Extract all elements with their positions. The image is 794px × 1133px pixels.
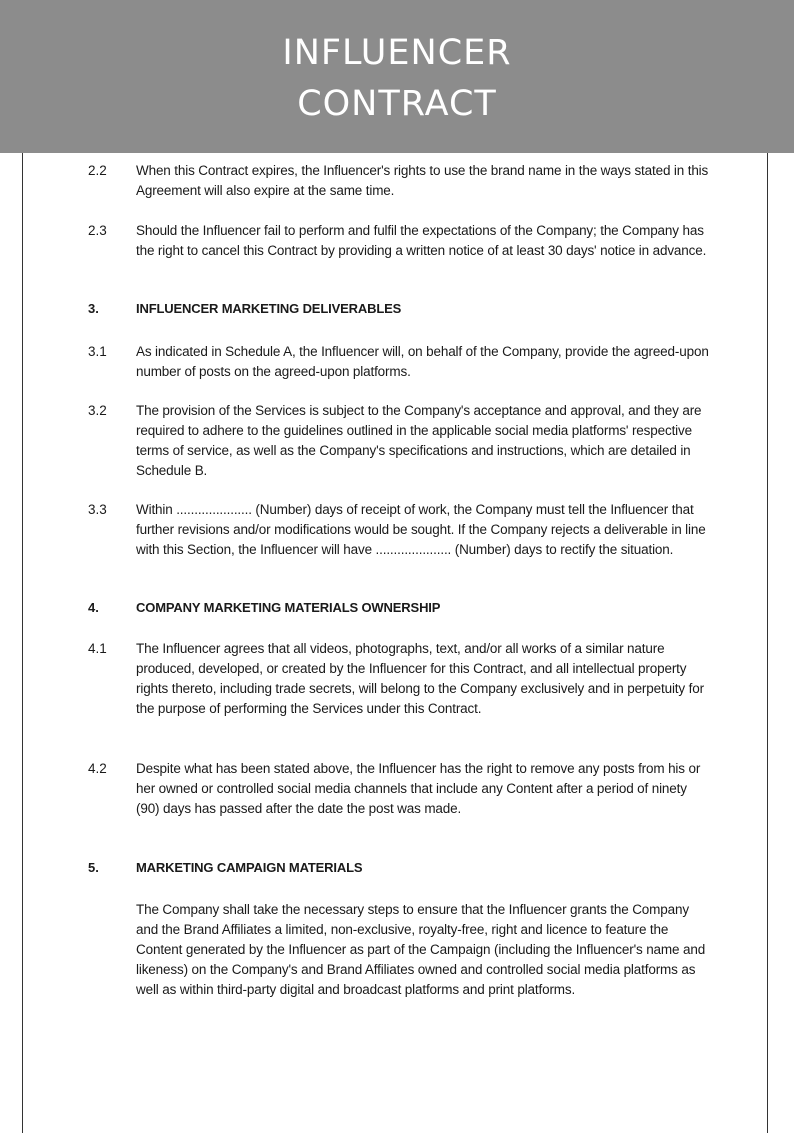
clause-text: When this Contract expires, the Influencer's rights to use the brand name in the ways stated in this Agreement will also expire at the same time.	[136, 163, 709, 198]
title-banner	[0, 0, 794, 153]
section-title: COMPANY MARKETING MATERIALS OWNERSHIP	[136, 600, 441, 615]
clause-text: Should the Influencer fail to perform and fulfil the expectations of the Company; the Company has the right to cancel this Contract by providing a written notice of at least 30 days' notice in advance.	[136, 223, 707, 258]
clause-number: 4.1	[88, 641, 107, 656]
clause-number: 2.3	[88, 223, 107, 238]
section-title: MARKETING CAMPAIGN MATERIALS	[136, 860, 363, 875]
clause-number: 3.1	[88, 344, 107, 359]
section-number: 3.	[88, 301, 99, 316]
banner-title-line2: CONTRACT	[297, 84, 497, 124]
section-number: 4.	[88, 600, 99, 615]
clause-text: The provision of the Services is subject to the Company's acceptance and approval, and they are required to adhere to the guidelines outlined in the applicable social media platforms' respective terms of service, as well as the Company's specifications and instructions, which are detailed in Schedule B.	[136, 403, 702, 478]
clause-text: Despite what has been stated above, the Influencer has the right to remove any posts from his or her owned or controlled social media channels that include any Content after a period of ninety (90) days has passed after the date the post was made.	[136, 761, 701, 816]
clause-text: As indicated in Schedule A, the Influencer will, on behalf of the Company, provide the agreed-upon number of posts on the agreed-upon platforms.	[136, 344, 709, 379]
clause-text: Within ..................... (Number) days of receipt of work, the Company must tell the Influencer that further revisions and/or modifications would be sought. If the Company rejects a deliverable in line with this Section, the Influencer will have ..................... (Number) days to rectify the situation.	[136, 502, 706, 557]
banner-title-line1: INFLUENCER	[282, 33, 512, 73]
section-title: INFLUENCER MARKETING DELIVERABLES	[136, 301, 402, 316]
clause-number: 3.3	[88, 502, 107, 517]
paragraph-text: The Company shall take the necessary steps to ensure that the Influencer grants the Company and the Brand Affiliates a limited, non-exclusive, royalty-free, right and licence to feature the Content generated by the Influencer as part of the Campaign (including the Influencer's name and likeness) on the Company's and Brand Affiliates owned and controlled social media platforms as well as within third-party digital and broadcast platforms and print platforms.	[136, 902, 706, 997]
clause-text: The Influencer agrees that all videos, photographs, text, and/or all works of a similar nature produced, developed, or created by the Influencer for this Contract, and all intellectual property rights thereto, including trade secrets, will belong to the Company exclusively and in perpetuity for the purpose of performing the Services under this Contract.	[136, 641, 704, 716]
document-page	[22, 153, 768, 1133]
clause-number: 3.2	[88, 403, 107, 418]
section-number: 5.	[88, 860, 99, 875]
clause-number: 2.2	[88, 163, 107, 178]
clause-number: 4.2	[88, 761, 107, 776]
